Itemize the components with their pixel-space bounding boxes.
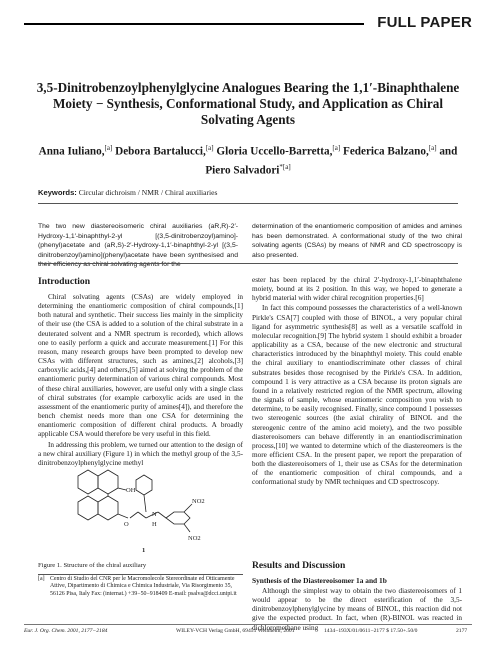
publisher: WILEY-VCH Verlag GmbH, 69451 Weinheim, 2001 (176, 628, 295, 634)
paper-title: 3,5-Dinitrobenzoylphenylglycine Analogues Bearing the 1,1′-Binaphthalene Moiety − Synthesis, Conformational Study, and Application as Chiral Solvating Agents (36, 80, 460, 127)
label-h: H (152, 521, 157, 528)
results-heading: Results and Discussion (252, 560, 346, 571)
figure-caption: Figure 1. Structure of the chiral auxiliary (38, 562, 147, 569)
alpha-bond (138, 512, 146, 518)
affil-1: [a] (104, 144, 113, 152)
phenyl-bond (144, 495, 146, 512)
affil-4: [a] (428, 144, 437, 152)
author-4: Federica Balzano, (340, 145, 429, 158)
journal-citation: Eur. J. Org. Chem. 2001, 2177−2184 (24, 628, 108, 634)
ester-bond (118, 514, 128, 518)
label-o: O (124, 521, 129, 528)
intro-paragraph-2: In addressing this problem, we turned our attention to the design of a new chiral auxiliary (Figure 1) in which the methyl group of the 3,5-dinitrobenzoylphenylglycine methyl (38, 440, 243, 467)
affil-5: *[a] (279, 162, 291, 171)
intro-column (38, 293, 243, 468)
naphthyl-ring-3 (78, 496, 98, 520)
author-2: Debora Bartalucci, (112, 145, 206, 158)
right-paragraph-2: Although the simplest way to obtain the two diastereoisomers of 1 would appear to be the direct esterification of the 3,5-dinitrobenzoylphenylglycine by means of BINOL, this reaction did not give the expected product. In fact, when (R)-BINOL was reacted in dichloromethane using (252, 587, 462, 632)
right-paragraph-0: ester has been replaced by the chiral 2′-hydroxy-1,1′-binaphthalene moiety, bound at its 2 position. In this way, we hoped to generate a hybrid material with wider chiral recognition properties.[6] (252, 276, 462, 303)
footnote-rule (38, 574, 243, 575)
affil-2: [a] (205, 144, 214, 152)
right-paragraph-1: In fact this compound possesses the characteristics of a well-known Pirkle's CSA[7] coupled with those of BINOL, a very popular chiral ligand for asymmetric synthesis[8] as well as a versatile scaffold in molecular recognition.[9] The hybrid system 1 should exhibit a broader applicability as a CSA, because of the new electronic and structural characteristics introduced by the binaphthyl moiety. This could enable the chiral auxiliary to enantiodiscriminate other classes of chiral substrates besides those recognised by the Pirkle's CSA. In addition, compound 1 is very attractive as a CSA because its proton signals are found in a relatively restricted region of the NMR spectrum, allowing the signals of sample, whose enantiomeric composition you wish to determine, to be easily recognised. Finally, since compound 1 possesses two stereogenic sources (the axial chirality of BINOL and the stereogenic centre of the amino acid moiety), and the two possible diastereoisomers can behave differently in an enantiodiscrimination process,[10] we wanted to determine which of the diastereomers is the more efficient CSA. In the present paper, we report the preparation of both the diastereoisomers of 1, their use as CSAs for the determination of the enantiomeric composition of chiral compounds, and a conformational study by NMR techniques and CD spectroscopy. (252, 304, 462, 487)
oh-bond (118, 488, 126, 490)
intro-paragraph-1: Chiral solvating agents (CSAs) are widely employed in determining the enantiomeric composition of chiral compounds,[1] both natural and synthetic. Their success lies mainly in the simplicity of their use (the CSA is added to a solution of the chiral substrate in a deuterated solvent and a NMR spectrum is recorded), which allows one to easily perform a quick and accurate measurement.[1] For this reason, many research groups have been prompted to develop new CSAs with different structures, such as amines,[2] alcohols,[3] carboxylic acids,[4] and others,[5] aimed at solving the problem of the enantiomeric purity determination of various chiral compounds. Most of these chiral auxiliaries, however, are useful only with a single class of chiral substrates (for example carboxylic acids are used in the assessment of the enantiomeric purity of amines[4]), and therefore the bench chemist needs more than one CSA for determining the enantiomeric composition of different chiral products. A broadly applicable CSA would therefore be very useful in this field. (38, 293, 243, 439)
author-5: Piero Salvadori (205, 164, 280, 177)
author-1: Anna Iuliano, (38, 145, 105, 158)
footnote-mark: [a] (38, 576, 45, 582)
dinitrophenyl-ring (166, 512, 190, 524)
naphthyl-ring-4 (98, 496, 118, 520)
author-and: and (436, 145, 458, 158)
issn: 1434−193X/01/0611−2177 $ 17.50+.50/0 (324, 628, 418, 634)
keywords-text: Circular dichroism / NMR / Chiral auxiliaries (76, 188, 218, 197)
naphthyl-ring-2 (98, 470, 118, 494)
right-column-top (252, 276, 462, 488)
header-rule (24, 23, 364, 25)
keywords-label: Keywords: (38, 188, 77, 197)
author-list (30, 141, 466, 178)
structure-figure (68, 468, 218, 556)
affiliation-footnote (38, 576, 243, 598)
chemical-structure (68, 468, 218, 556)
abstract-rule (38, 263, 458, 264)
right-column-bottom (252, 587, 462, 633)
label-n: N (152, 511, 157, 518)
synthesis-heading: Synthesis of the Diastereoisomer 1a and 1b (252, 576, 387, 585)
nitro-bond-2 (184, 524, 190, 532)
aroyl-bond (158, 512, 166, 518)
affil-3: [a] (332, 144, 341, 152)
intro-heading: Introduction (38, 276, 91, 287)
footnote-text: Centro di Studio del CNR per le Macromolecole Stereordinate ed Otticamente Attive, Dipartimento di Chimica e Chimica Industriale, Via Risorgimento 35, 56126 Pisa, Italy Fax: (internat.) +39−50−918409 E-mail: psalva@dcci.unipi.it (50, 576, 237, 597)
compound-number: 1 (142, 547, 146, 554)
keywords-rule (38, 203, 458, 204)
carbonyl-bond (130, 512, 138, 518)
section-label: FULL PAPER (377, 14, 472, 31)
keywords (38, 188, 218, 197)
abstract-right: determination of the enantiomeric composition of amides and amines has been demonstrated. A conformational study of the two chiral solvating agents (CSAs) by means of NMR and CD spectroscopy is also presented. (252, 223, 462, 259)
footer-rule (24, 624, 472, 625)
label-no2-top: NO2 (192, 498, 205, 505)
label-no2-bottom: NO2 (188, 535, 201, 542)
phenyl-ring (136, 475, 152, 495)
page-number: 2177 (456, 628, 468, 634)
label-oh: OH (126, 487, 136, 494)
abstract-left: The two new diastereoisomeric chiral auxiliaries (aR,R)-2′-Hydroxy-1,1′-binaphthyl-2-yl [(3,5-dinitrobenzoyl)amino]-(phenyl)acetate and (aR,S)-2′-Hydroxy-1,1′-binaphthyl-2-yl [(3,5-dinitrobenzoyl)amino](phenyl)acetate have been synthesised and their efficiency as chiral solvating agents for the (38, 223, 238, 269)
author-3: Gloria Uccello-Barretta, (213, 145, 333, 158)
nitro-bond-1 (184, 504, 192, 512)
naphthyl-ring-1 (78, 470, 98, 494)
